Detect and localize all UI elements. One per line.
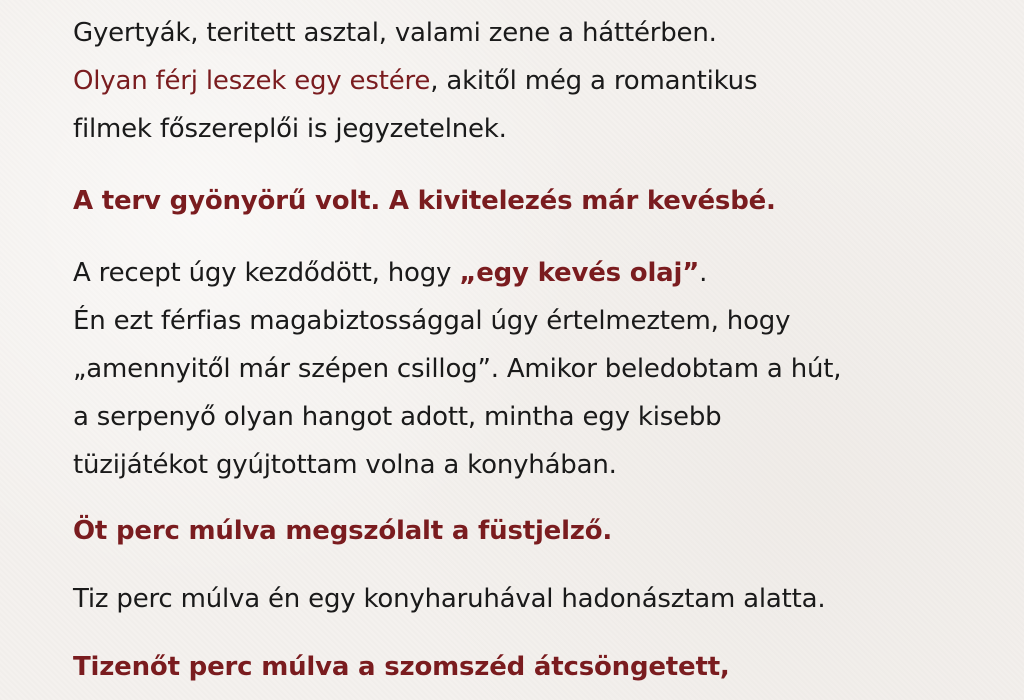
heading-2: Öt perc múlva megszólalt a füstjelző. bbox=[73, 516, 613, 546]
paragraph-1-line-2-rest: , akitől még a romantikus bbox=[430, 66, 758, 96]
paragraph-2-line-3: „amennyitől már szépen csillog”. Amikor beledobtam a hút, bbox=[73, 354, 842, 384]
paragraph-2-line-1-end: . bbox=[699, 258, 708, 288]
paragraph-2-line-4: a serpenyő olyan hangot adott, mintha egy kisebb bbox=[73, 402, 722, 432]
paragraph-1-line-3: filmek főszereplői is jegyzetelnek. bbox=[73, 114, 507, 144]
paragraph-2-line-1-start: A recept úgy kezdődött, hogy bbox=[73, 258, 460, 288]
paragraph-3-line-1: Tiz perc múlva én egy konyharuhával hadonásztam alatta. bbox=[73, 584, 826, 614]
paragraph-1-line-2 bbox=[73, 66, 757, 96]
highlighted-phrase: Olyan férj leszek egy estére bbox=[73, 66, 431, 96]
highlighted-quote: „egy kevés olaj” bbox=[459, 258, 700, 288]
paragraph-1-line-1: Gyertyák, teritett asztal, valami zene a háttérben. bbox=[73, 18, 717, 48]
paragraph-2-line-5: tüzijátékot gyújtottam volna a konyhában. bbox=[73, 450, 617, 480]
heading-3: Tizenőt perc múlva a szomszéd átcsöngetett, bbox=[73, 652, 730, 682]
paragraph-2-line-1 bbox=[73, 258, 707, 288]
paragraph-2-line-2: Én ezt férfias magabiztossággal úgy értelmeztem, hogy bbox=[73, 306, 791, 336]
heading-1: A terv gyönyörű volt. A kivitelezés már kevésbé. bbox=[73, 186, 776, 216]
